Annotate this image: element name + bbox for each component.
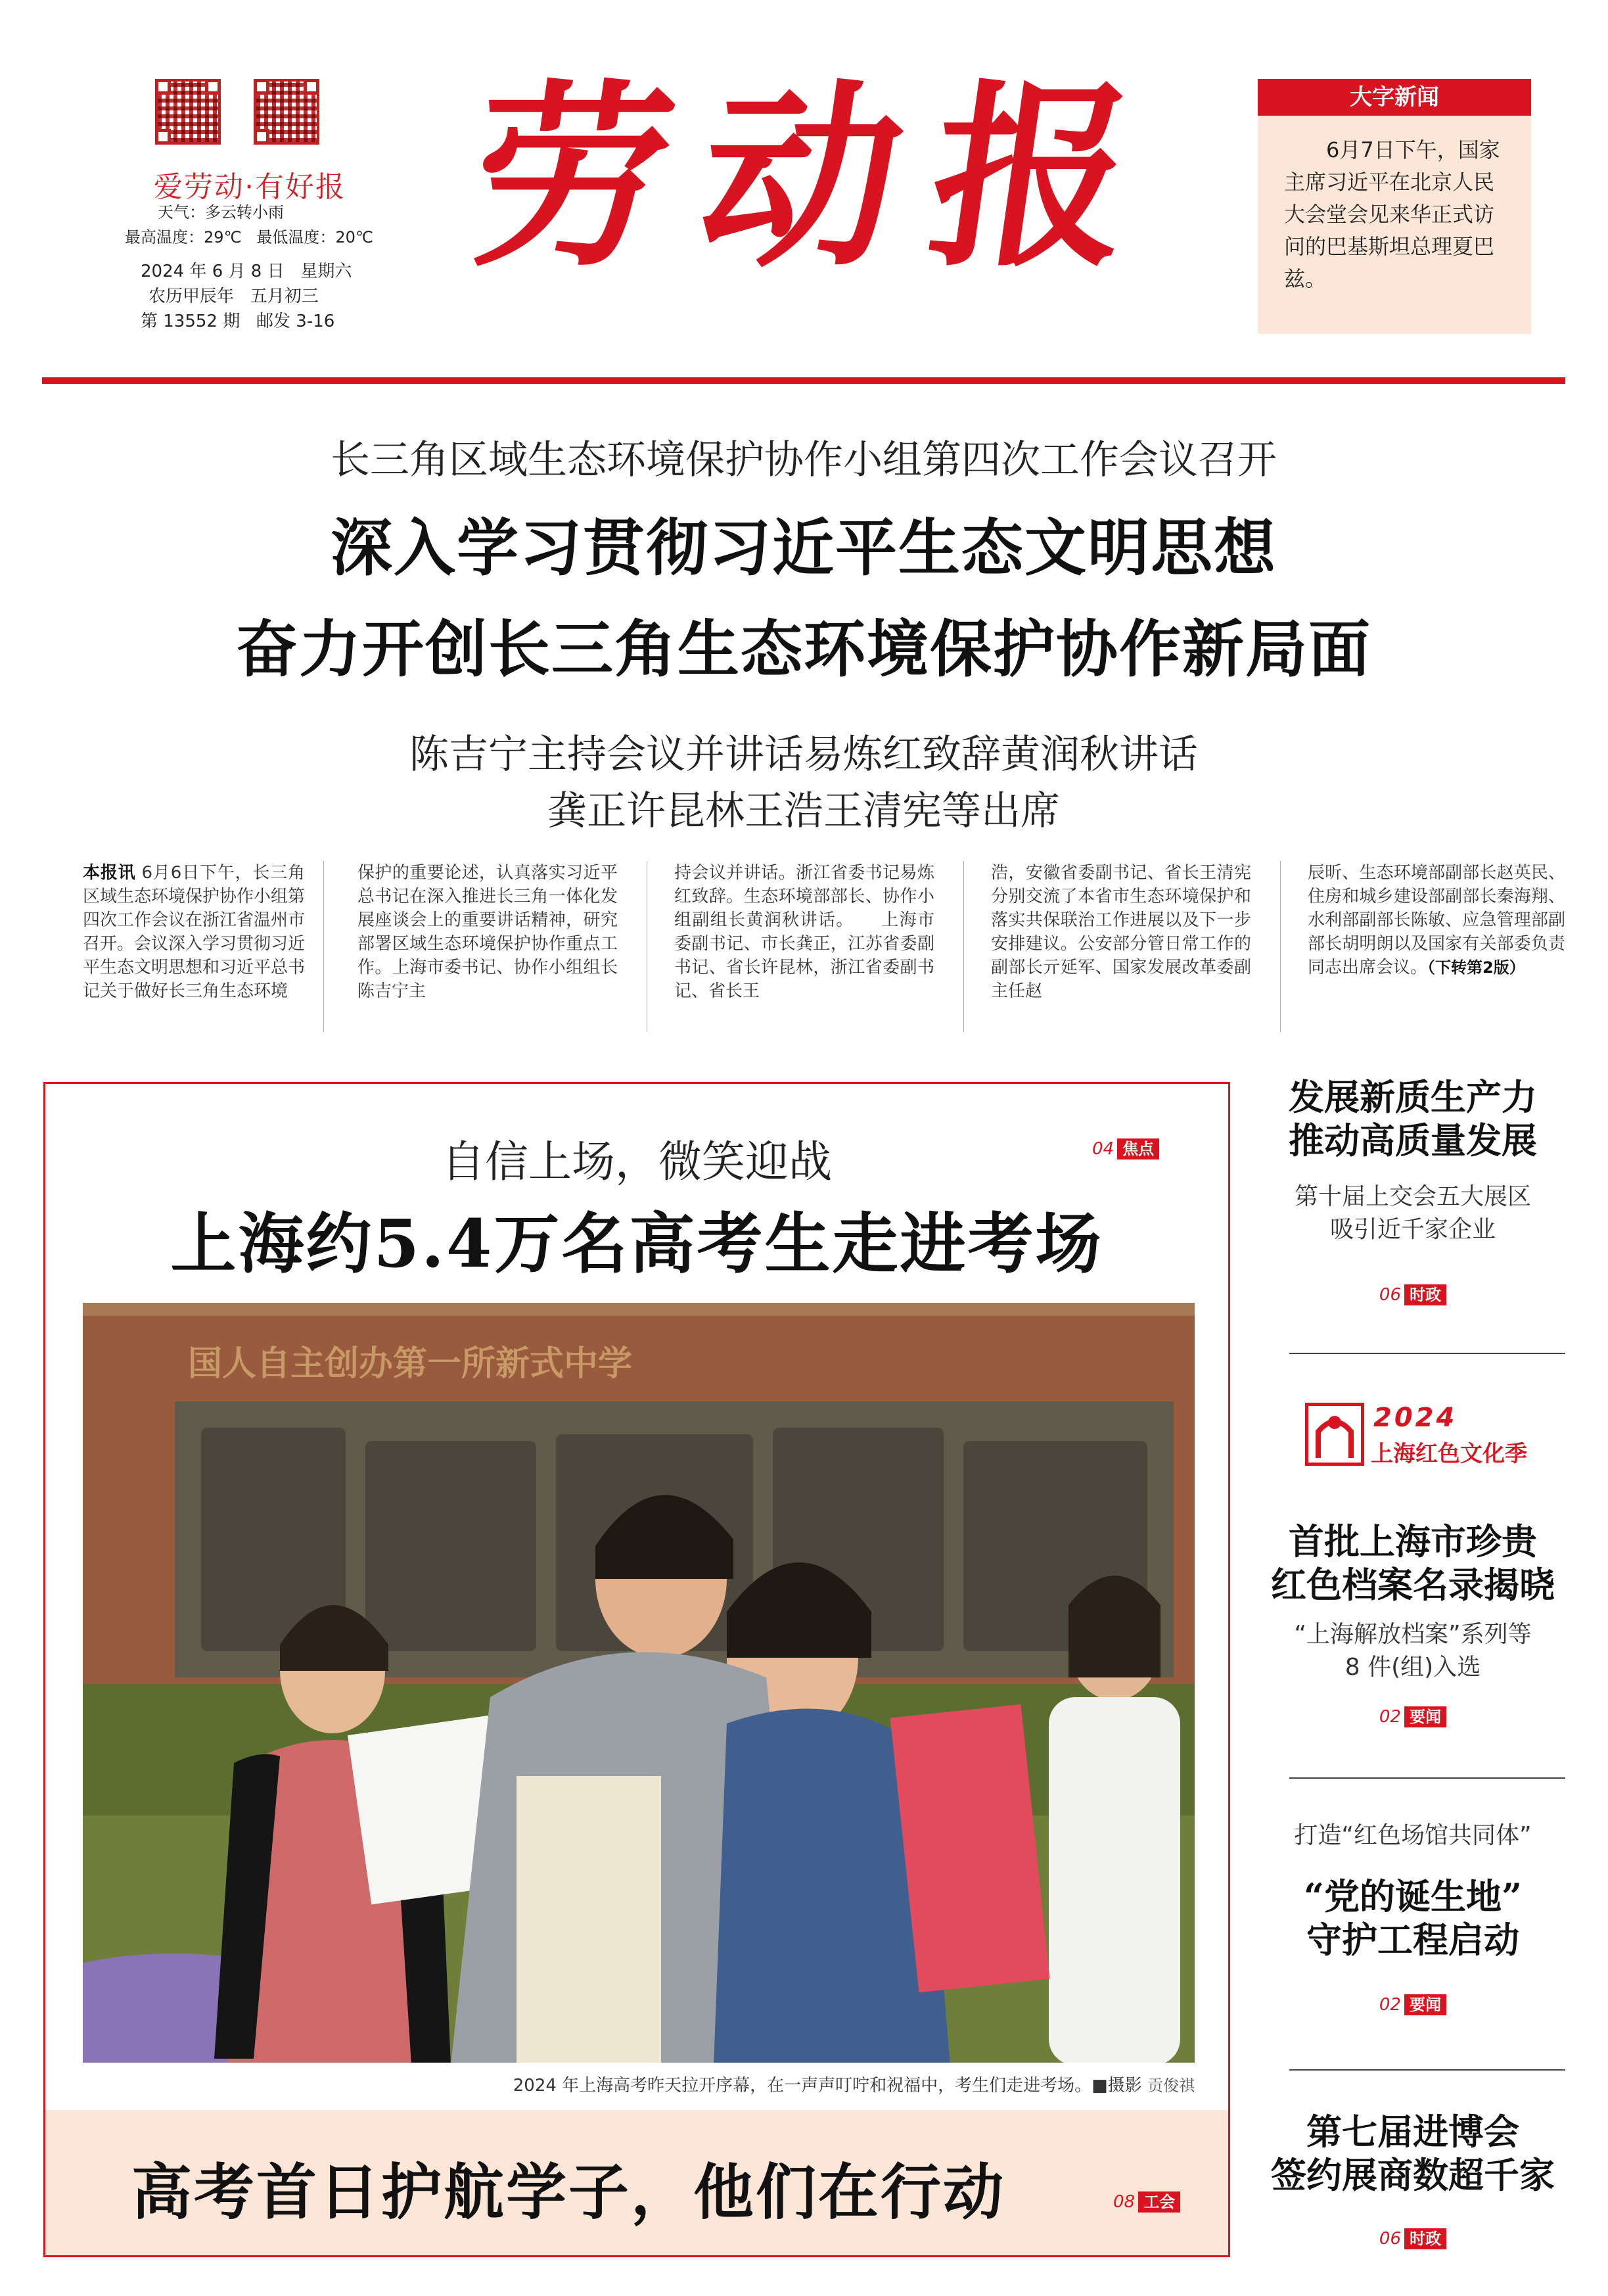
sidebar-4-page-ref[interactable] <box>1281 2226 1544 2249</box>
lead-column-1-text: 6月6日下午，长三角区域生态环境保护协作小组第四次工作会议在浙江省温州市召开。会议深入学习贯彻习近平生态文明思想和习近平总书记关于做好长三角生态环境 <box>83 863 306 1001</box>
sidebar-1-headline-line-2: 推动高质量发展 <box>1289 1119 1537 1161</box>
lunar-date: 农历甲辰年 五月初三 <box>149 287 319 306</box>
sidebar-3-page-ref[interactable] <box>1281 1992 1544 2015</box>
sidebar-1-sub-line-2: 吸引近千家企业 <box>1329 1216 1496 1243</box>
lead-headline-2: 奋力开创长三角生态环境保护协作新局面 <box>235 613 1371 686</box>
caption-text: 2024 年上海高考昨天拉开序幕，在一声声叮咛和祝福中，考生们走进考场。■摄影 <box>513 2076 1142 2096</box>
photo-caption <box>83 2072 1195 2096</box>
column-divider <box>323 861 324 1032</box>
column-divider <box>963 861 964 1032</box>
lead-deck-2: 龚正许昆林王浩王清宪等出席 <box>547 788 1060 834</box>
lead-headline-1: 深入学习贯彻习近平生态文明思想 <box>330 512 1277 584</box>
feature-bottom-headline: 高考首日护航学子，他们在行动 <box>131 2157 1006 2228</box>
page-number: 06 <box>1379 2229 1401 2249</box>
temperatures: 最高温度：29℃ 最低温度：20℃ <box>125 228 373 246</box>
lead-column-5 <box>1308 861 1565 979</box>
feature-page-ref[interactable] <box>1092 1136 1159 1159</box>
weather: 天气：多云转小雨 <box>158 203 284 222</box>
byline: 本报讯 <box>83 863 136 883</box>
big-news-text: 6月7日下午，国家主席习近平在北京人民大会堂会见来华正式访问的巴基斯坦总理夏巴兹。 <box>1284 137 1500 291</box>
feature-bottom-page-ref[interactable] <box>1113 2189 1180 2212</box>
section-tag: 工会 <box>1138 2191 1180 2213</box>
section-tag: 时政 <box>1404 1284 1446 1305</box>
badge-title: 上海红色文化季 <box>1371 1441 1527 1467</box>
sidebar-3-headline-line-2: 守护工程启动 <box>1306 1919 1519 1961</box>
sidebar-divider <box>1289 2069 1565 2071</box>
photo-illustration <box>83 1303 1195 2063</box>
feature-kicker: 自信上场，微笑迎战 <box>442 1136 832 1187</box>
slogan: 爱劳动·有好报 <box>154 170 346 204</box>
lead-column-5-text: 辰昕、生态环境部副部长赵英民、住房和城乡建设部副部长秦海翔、水利部副部长陈敏、应急管理部副部长胡明朗以及国家有关部委负责同志出席会议。 <box>1308 863 1565 977</box>
sidebar-4-headline-line-1: 第七届进博会 <box>1306 2111 1519 2153</box>
sidebar-2-sub-line-1: “上海解放档案”系列等 <box>1294 1621 1532 1648</box>
sidebar-1-headline-line-1: 发展新质生产力 <box>1289 1076 1537 1118</box>
page-number: 04 <box>1092 1139 1114 1159</box>
red-culture-season-badge <box>1305 1403 1542 1466</box>
section-tag: 时政 <box>1404 2228 1446 2249</box>
issue-number: 第 13552 期 邮发 3-16 <box>141 312 335 331</box>
badge-year: 2024 <box>1373 1403 1458 1433</box>
page-number: 02 <box>1379 1995 1401 2015</box>
masthead-logo: 劳动报 <box>457 61 1180 293</box>
big-news-box <box>1258 79 1531 334</box>
sidebar-3-kicker: 打造“红色场馆共同体” <box>1294 1822 1532 1849</box>
lead-kicker: 长三角区域生态环境保护协作小组第四次工作会议召开 <box>331 437 1277 483</box>
header-rule <box>42 377 1565 384</box>
section-tag: 焦点 <box>1117 1138 1159 1160</box>
sidebar-1-sub-line-1: 第十届上交会五大展区 <box>1294 1183 1531 1210</box>
section-tag: 要闻 <box>1404 1706 1446 1727</box>
page-number: 02 <box>1379 1707 1401 1727</box>
lead-column-2: 保护的重要论述，认真落实习近平总书记在深入推进长三角一体化发展座谈会上的重要讲话精神，研究部署区域生态环境保护协作重点工作。上海市委书记、协作小组组长陈吉宁主 <box>357 863 618 1001</box>
sidebar-2-headline-line-1: 首批上海市珍贵 <box>1289 1520 1537 1562</box>
section-tag: 要闻 <box>1404 1994 1446 2015</box>
qr-code-right <box>254 79 319 145</box>
continued-note: （下转第2版） <box>1427 958 1525 977</box>
big-news-label: 大字新闻 <box>1258 79 1531 116</box>
page-number: 06 <box>1379 1285 1401 1305</box>
page-number: 08 <box>1113 2192 1136 2212</box>
party-emblem-icon <box>1305 1403 1364 1466</box>
lead-column-4: 浩，安徽省委副书记、省长王清宪分别交流了本省市生态环境保护和落实共保联治工作进展以及下一步安排建议。公安部分管日常工作的副部长亓延军、国家发展改革委副主任赵 <box>991 863 1251 1001</box>
column-divider <box>1280 861 1281 1032</box>
wall-inscription: 国人自主创办第一所新式中学 <box>188 1344 633 1384</box>
photographer: 贡俊祺 <box>1147 2076 1195 2095</box>
qr-code-left <box>155 79 221 145</box>
issue-date: 2024 年 6 月 8 日 星期六 <box>141 262 352 281</box>
sidebar-2-page-ref[interactable] <box>1281 1704 1544 1727</box>
sidebar-2-headline-line-2: 红色档案名录揭晓 <box>1271 1564 1555 1606</box>
sidebar-4-headline-line-2: 签约展商数超千家 <box>1271 2154 1555 2196</box>
sidebar-1-page-ref[interactable] <box>1281 1282 1544 1305</box>
lead-column-1 <box>83 861 305 1003</box>
sidebar-3-headline-line-1: “党的诞生地” <box>1303 1875 1523 1917</box>
sidebar-divider <box>1289 1777 1565 1779</box>
lead-column-3: 持会议并讲话。浙江省委书记易炼红致辞。生态环境部部长、协作小组副组长黄润秋讲话。 上海市委副书记、市长龚正，江苏省委副书记、省长许昆林，浙江省委副书记、省长王 <box>674 863 934 1001</box>
feature-photo <box>83 1303 1195 2063</box>
lead-deck-1: 陈吉宁主持会议并讲话易炼红致辞黄润秋讲话 <box>409 732 1198 778</box>
feature-headline: 上海约5.4万名高考生走进考场 <box>170 1205 1103 1282</box>
sidebar-2-sub-line-2: 8 件(组)入选 <box>1344 1654 1481 1681</box>
sidebar-divider <box>1289 1353 1565 1354</box>
